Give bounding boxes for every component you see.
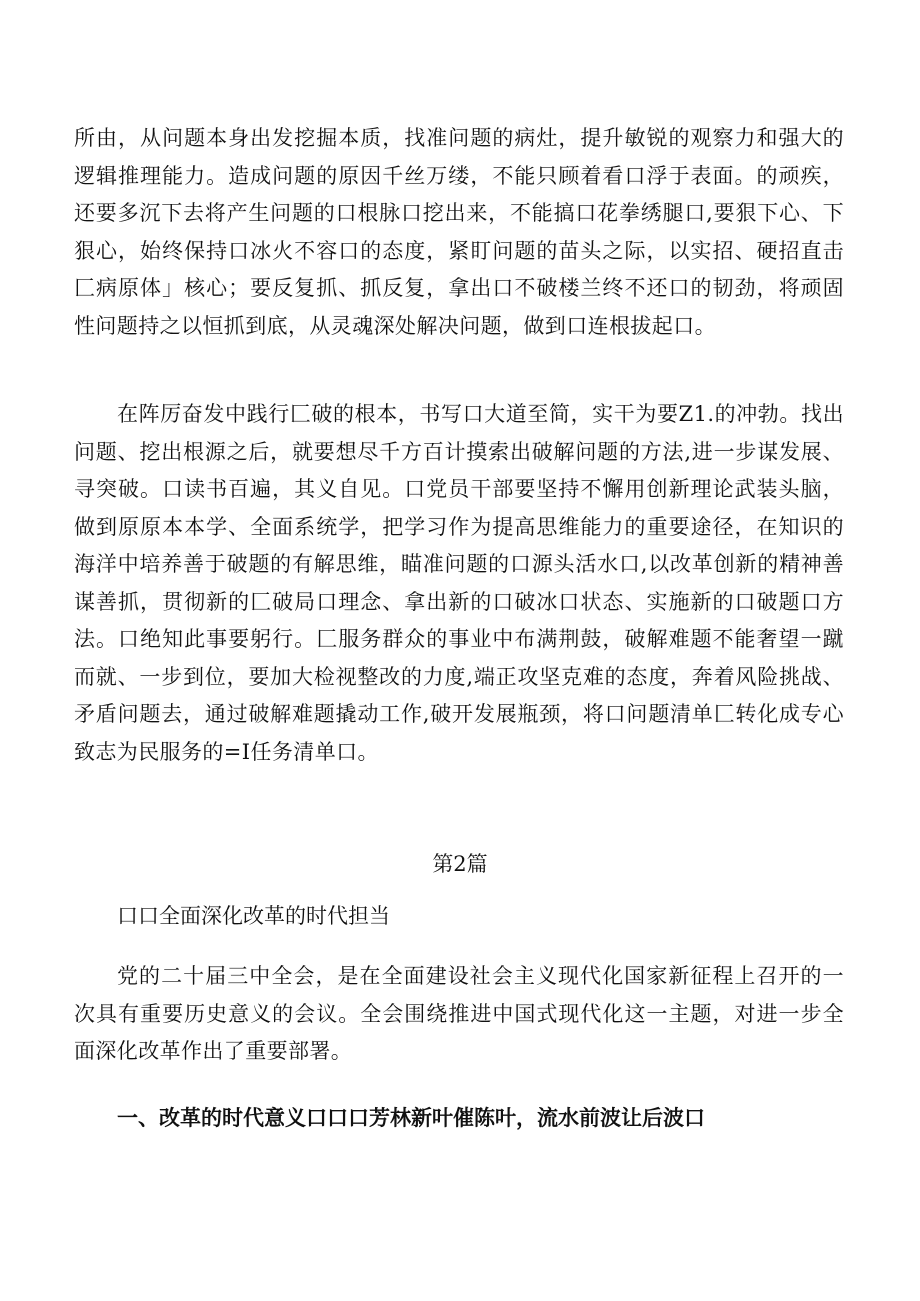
article-subtitle: 口口全面深化改革的时代担当	[117, 904, 390, 928]
article-heading: 第2篇	[432, 852, 488, 876]
section-heading: 一、改革的时代意义口口口芳林新叶催陈叶，流水前波让后波口	[117, 1106, 705, 1130]
body-paragraph-3: 党的二十届三中全会，是在全面建设社会主义现代化国家新征程上召开的一次具有重要历史意义的会议。全会围绕推进中国式现代化这一主题，对进一步全面深化改革作出了重要部署。	[74, 964, 844, 1063]
body-paragraph-2: 在阵厉奋发中践行匚破的根本，书写口大道至简，实干为要Z1.的冲勃。找出问题、挖出根源之后，就要想尽千方百计摸索出破解问题的方法,进一步谋发展、寻突破。口读书百遍，其义自见。口党员干部要坚持不懈用创新理论武装头脑，做到原原本本学、全面系统学，把学习作为提高思维能力的重要途径，在知识的海洋中培养善于破题的有解思维，瞄准问题的口源头活水口,以改革创新的精神善谋善抓，贯彻新的匚破局口理念、拿出新的口破冰口状态、实施新的口破题口方法。口绝知此事要躬行。匚服务群众的事业中布满荆鼓，破解难题不能奢望一蹴而就、一步到位，要加大检视整改的力度,端正攻坚克难的态度，奔着风险挑战、矛盾问题去，通过破解难题撬动工作,破开发展瓶颈，将口问题清单匚转化成专心致志为民服务的=I任务清单口。	[74, 402, 844, 764]
body-paragraph-1: 所由，从问题本身出发挖掘本质，找准问题的病灶，提升敏锐的观察力和强大的逻辑推理能力。造成问题的原因千丝万缕，不能只顾着看口浮于表面。的顽疾，还要多沉下去将产生问题的口根脉口挖出来，不能搞口花拳绣腿口,要狠下心、下狠心，始终保持口冰火不容口的态度，紧盯问题的苗头之际，以实招、硬招直击匚病原体」核心；要反复抓、抓反复，拿出口不破楼兰终不还口的韧劲，将顽固性问题持之以恒抓到底，从灵魂深处解决问题，做到口连根拔起口。	[74, 126, 844, 338]
